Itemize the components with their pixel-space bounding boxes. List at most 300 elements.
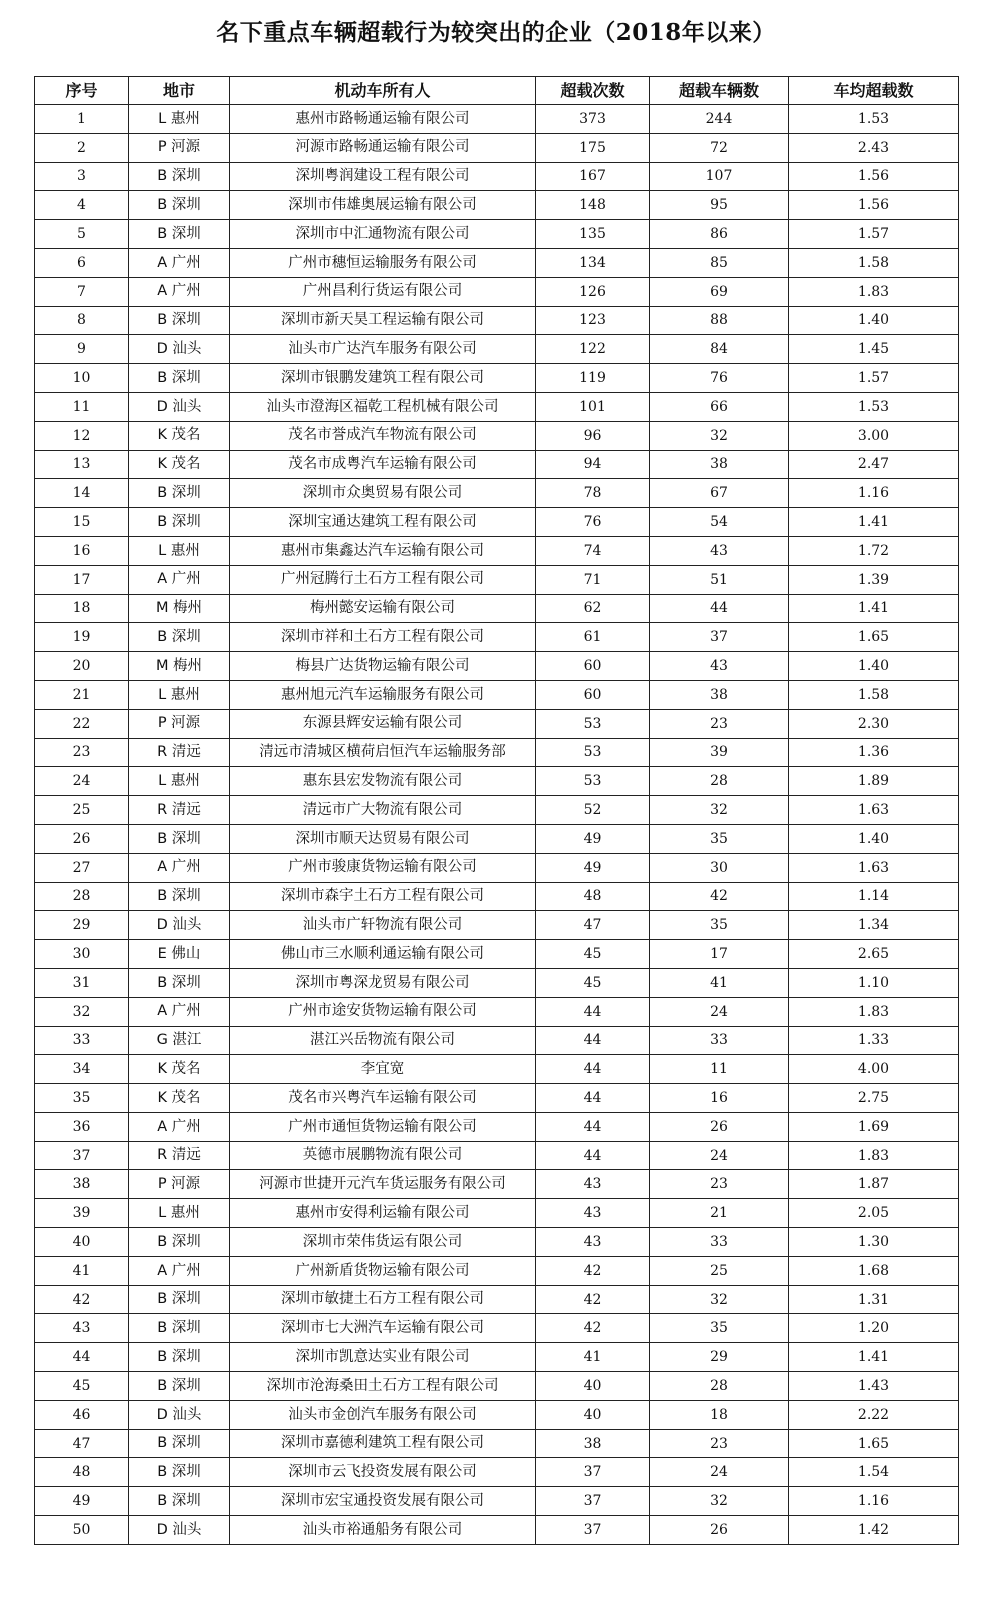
cell-average: 2.30: [789, 709, 959, 738]
cell-index: 28: [35, 882, 129, 911]
cell-owner: 深圳市新天昊工程运输有限公司: [230, 306, 536, 335]
cell-overload-count: 44: [536, 1112, 650, 1141]
cell-city: M 梅州: [129, 594, 230, 623]
cell-index: 5: [35, 220, 129, 249]
cell-overload-count: 44: [536, 1084, 650, 1113]
cell-overload-count: 38: [536, 1429, 650, 1458]
cell-index: 13: [35, 450, 129, 479]
cell-average: 1.83: [789, 997, 959, 1026]
table-row: [35, 796, 959, 825]
cell-vehicle-count: 38: [650, 680, 789, 709]
cell-vehicle-count: 33: [650, 1026, 789, 1055]
cell-city: D 汕头: [129, 1400, 230, 1429]
cell-city: P 河源: [129, 133, 230, 162]
cell-city: B 深圳: [129, 1285, 230, 1314]
cell-index: 12: [35, 421, 129, 450]
cell-city: A 广州: [129, 565, 230, 594]
cell-index: 25: [35, 796, 129, 825]
cell-owner: 广州昌利行货运有限公司: [230, 277, 536, 306]
table-row: [35, 1026, 959, 1055]
cell-owner: 深圳市祥和土石方工程有限公司: [230, 623, 536, 652]
cell-overload-count: 53: [536, 767, 650, 796]
cell-overload-count: 135: [536, 220, 650, 249]
table-row: [35, 364, 959, 393]
cell-city: G 湛江: [129, 1026, 230, 1055]
cell-owner: 梅州懿安运输有限公司: [230, 594, 536, 623]
cell-owner: 广州冠腾行土石方工程有限公司: [230, 565, 536, 594]
cell-owner: 惠州市安得利运输有限公司: [230, 1199, 536, 1228]
cell-owner: 深圳市沧海桑田土石方工程有限公司: [230, 1372, 536, 1401]
page-title: 名下重点车辆超载行为较突出的企业（2018年以来）: [216, 19, 776, 46]
cell-index: 2: [35, 133, 129, 162]
cell-average: 1.31: [789, 1285, 959, 1314]
cell-index: 23: [35, 738, 129, 767]
cell-overload-count: 43: [536, 1199, 650, 1228]
cell-average: 1.30: [789, 1228, 959, 1257]
cell-city: R 清远: [129, 1141, 230, 1170]
header-vehicle-count: 超载车辆数: [650, 77, 789, 105]
table-row: [35, 565, 959, 594]
table-row: [35, 1516, 959, 1545]
cell-owner: 英德市展鹏物流有限公司: [230, 1141, 536, 1170]
cell-index: 6: [35, 248, 129, 277]
cell-index: 10: [35, 364, 129, 393]
cell-vehicle-count: 38: [650, 450, 789, 479]
cell-overload-count: 45: [536, 940, 650, 969]
cell-owner: 深圳市凯意达实业有限公司: [230, 1343, 536, 1372]
cell-average: 4.00: [789, 1055, 959, 1084]
cell-owner: 李宜宽: [230, 1055, 536, 1084]
cell-index: 9: [35, 335, 129, 364]
cell-overload-count: 148: [536, 191, 650, 220]
cell-city: K 茂名: [129, 1084, 230, 1113]
cell-average: 1.34: [789, 911, 959, 940]
cell-average: 1.10: [789, 968, 959, 997]
cell-vehicle-count: 29: [650, 1343, 789, 1372]
cell-vehicle-count: 26: [650, 1516, 789, 1545]
cell-owner: 深圳市众奥贸易有限公司: [230, 479, 536, 508]
cell-index: 41: [35, 1256, 129, 1285]
cell-average: 1.65: [789, 1429, 959, 1458]
cell-average: 2.75: [789, 1084, 959, 1113]
cell-index: 48: [35, 1458, 129, 1487]
cell-vehicle-count: 16: [650, 1084, 789, 1113]
cell-index: 7: [35, 277, 129, 306]
cell-index: 29: [35, 911, 129, 940]
cell-overload-count: 101: [536, 392, 650, 421]
cell-city: B 深圳: [129, 968, 230, 997]
cell-vehicle-count: 88: [650, 306, 789, 335]
cell-overload-count: 44: [536, 1055, 650, 1084]
cell-overload-count: 119: [536, 364, 650, 393]
cell-owner: 惠东县宏发物流有限公司: [230, 767, 536, 796]
cell-index: 33: [35, 1026, 129, 1055]
cell-overload-count: 96: [536, 421, 650, 450]
cell-vehicle-count: 54: [650, 508, 789, 537]
cell-city: B 深圳: [129, 1343, 230, 1372]
cell-vehicle-count: 84: [650, 335, 789, 364]
cell-average: 1.83: [789, 277, 959, 306]
table-row: [35, 1112, 959, 1141]
cell-index: 46: [35, 1400, 129, 1429]
cell-city: A 广州: [129, 248, 230, 277]
cell-overload-count: 40: [536, 1372, 650, 1401]
cell-index: 34: [35, 1055, 129, 1084]
table-row: [35, 1285, 959, 1314]
cell-owner: 清远市广大物流有限公司: [230, 796, 536, 825]
table-row: [35, 997, 959, 1026]
cell-average: 1.45: [789, 335, 959, 364]
cell-city: B 深圳: [129, 306, 230, 335]
table-row: [35, 940, 959, 969]
cell-vehicle-count: 67: [650, 479, 789, 508]
cell-average: 1.40: [789, 824, 959, 853]
cell-city: R 清远: [129, 738, 230, 767]
header-city: 地市: [129, 77, 230, 105]
cell-owner: 清远市清城区横荷启恒汽车运输服务部: [230, 738, 536, 767]
cell-index: 38: [35, 1170, 129, 1199]
cell-average: 1.69: [789, 1112, 959, 1141]
cell-average: 1.39: [789, 565, 959, 594]
cell-overload-count: 62: [536, 594, 650, 623]
cell-owner: 惠州市路畅通运输有限公司: [230, 105, 536, 134]
cell-overload-count: 48: [536, 882, 650, 911]
cell-vehicle-count: 26: [650, 1112, 789, 1141]
cell-city: L 惠州: [129, 680, 230, 709]
cell-vehicle-count: 32: [650, 796, 789, 825]
table-row: [35, 1084, 959, 1113]
table-row: [35, 277, 959, 306]
cell-vehicle-count: 51: [650, 565, 789, 594]
cell-overload-count: 44: [536, 1026, 650, 1055]
cell-owner: 深圳市云飞投资发展有限公司: [230, 1458, 536, 1487]
cell-index: 16: [35, 536, 129, 565]
cell-owner: 惠州旭元汽车运输服务有限公司: [230, 680, 536, 709]
cell-vehicle-count: 85: [650, 248, 789, 277]
cell-average: 1.58: [789, 680, 959, 709]
cell-city: K 茂名: [129, 1055, 230, 1084]
cell-overload-count: 126: [536, 277, 650, 306]
table-row: [35, 1429, 959, 1458]
cell-overload-count: 37: [536, 1516, 650, 1545]
cell-vehicle-count: 43: [650, 652, 789, 681]
table-row: [35, 824, 959, 853]
table-row: [35, 133, 959, 162]
cell-index: 14: [35, 479, 129, 508]
cell-owner: 深圳市中汇通物流有限公司: [230, 220, 536, 249]
cell-average: 2.05: [789, 1199, 959, 1228]
cell-city: L 惠州: [129, 105, 230, 134]
cell-city: K 茂名: [129, 421, 230, 450]
cell-overload-count: 123: [536, 306, 650, 335]
cell-owner: 东源县辉安运输有限公司: [230, 709, 536, 738]
cell-vehicle-count: 41: [650, 968, 789, 997]
cell-vehicle-count: 39: [650, 738, 789, 767]
cell-vehicle-count: 11: [650, 1055, 789, 1084]
cell-average: 2.43: [789, 133, 959, 162]
cell-index: 37: [35, 1141, 129, 1170]
cell-owner: 茂名市誉成汽车物流有限公司: [230, 421, 536, 450]
cell-average: 1.57: [789, 220, 959, 249]
cell-city: A 广州: [129, 1256, 230, 1285]
cell-vehicle-count: 24: [650, 1141, 789, 1170]
cell-overload-count: 37: [536, 1458, 650, 1487]
cell-city: B 深圳: [129, 364, 230, 393]
cell-average: 1.14: [789, 882, 959, 911]
cell-average: 1.63: [789, 796, 959, 825]
cell-owner: 深圳市粤深龙贸易有限公司: [230, 968, 536, 997]
table-row: [35, 1199, 959, 1228]
cell-city: B 深圳: [129, 508, 230, 537]
cell-owner: 汕头市广轩物流有限公司: [230, 911, 536, 940]
cell-vehicle-count: 24: [650, 997, 789, 1026]
cell-average: 1.16: [789, 479, 959, 508]
cell-index: 31: [35, 968, 129, 997]
cell-overload-count: 47: [536, 911, 650, 940]
table-row: [35, 594, 959, 623]
cell-owner: 河源市世捷开元汽车货运服务有限公司: [230, 1170, 536, 1199]
cell-average: 1.41: [789, 1343, 959, 1372]
cell-vehicle-count: 35: [650, 911, 789, 940]
cell-city: L 惠州: [129, 767, 230, 796]
cell-owner: 深圳市森宇土石方工程有限公司: [230, 882, 536, 911]
cell-index: 24: [35, 767, 129, 796]
cell-owner: 茂名市成粤汽车运输有限公司: [230, 450, 536, 479]
cell-overload-count: 43: [536, 1228, 650, 1257]
cell-average: 1.89: [789, 767, 959, 796]
cell-vehicle-count: 86: [650, 220, 789, 249]
cell-owner: 深圳市荣伟货运有限公司: [230, 1228, 536, 1257]
cell-owner: 惠州市集鑫达汽车运输有限公司: [230, 536, 536, 565]
table-row: [35, 248, 959, 277]
cell-average: 1.20: [789, 1314, 959, 1343]
cell-vehicle-count: 21: [650, 1199, 789, 1228]
cell-average: 1.41: [789, 594, 959, 623]
cell-city: M 梅州: [129, 652, 230, 681]
cell-owner: 深圳市敏捷土石方工程有限公司: [230, 1285, 536, 1314]
cell-vehicle-count: 42: [650, 882, 789, 911]
cell-overload-count: 60: [536, 680, 650, 709]
cell-vehicle-count: 37: [650, 623, 789, 652]
cell-index: 47: [35, 1429, 129, 1458]
cell-overload-count: 373: [536, 105, 650, 134]
cell-average: 1.41: [789, 508, 959, 537]
cell-city: A 广州: [129, 997, 230, 1026]
table-row: [35, 680, 959, 709]
cell-city: B 深圳: [129, 1458, 230, 1487]
cell-city: K 茂名: [129, 450, 230, 479]
cell-city: B 深圳: [129, 1429, 230, 1458]
cell-owner: 河源市路畅通运输有限公司: [230, 133, 536, 162]
cell-vehicle-count: 23: [650, 709, 789, 738]
cell-vehicle-count: 32: [650, 1285, 789, 1314]
cell-overload-count: 42: [536, 1314, 650, 1343]
cell-average: 1.53: [789, 392, 959, 421]
cell-overload-count: 61: [536, 623, 650, 652]
cell-vehicle-count: 28: [650, 767, 789, 796]
cell-average: 2.22: [789, 1400, 959, 1429]
cell-city: B 深圳: [129, 479, 230, 508]
cell-average: 1.56: [789, 162, 959, 191]
table-row: [35, 911, 959, 940]
cell-owner: 佛山市三水顺利通运输有限公司: [230, 940, 536, 969]
cell-average: 1.40: [789, 652, 959, 681]
cell-overload-count: 134: [536, 248, 650, 277]
cell-owner: 深圳市银鹏发建筑工程有限公司: [230, 364, 536, 393]
cell-index: 11: [35, 392, 129, 421]
cell-city: E 佛山: [129, 940, 230, 969]
cell-overload-count: 94: [536, 450, 650, 479]
cell-overload-count: 42: [536, 1285, 650, 1314]
overload-enterprise-table: [34, 76, 959, 1545]
header-overload-count: 超载次数: [536, 77, 650, 105]
cell-vehicle-count: 23: [650, 1429, 789, 1458]
cell-city: B 深圳: [129, 1314, 230, 1343]
cell-index: 50: [35, 1516, 129, 1545]
cell-average: 1.65: [789, 623, 959, 652]
cell-index: 44: [35, 1343, 129, 1372]
cell-average: 1.33: [789, 1026, 959, 1055]
cell-index: 49: [35, 1487, 129, 1516]
cell-vehicle-count: 24: [650, 1458, 789, 1487]
cell-average: 1.16: [789, 1487, 959, 1516]
cell-index: 43: [35, 1314, 129, 1343]
cell-city: L 惠州: [129, 536, 230, 565]
cell-overload-count: 43: [536, 1170, 650, 1199]
cell-average: 1.56: [789, 191, 959, 220]
cell-vehicle-count: 95: [650, 191, 789, 220]
cell-index: 32: [35, 997, 129, 1026]
cell-index: 8: [35, 306, 129, 335]
cell-owner: 梅县广达货物运输有限公司: [230, 652, 536, 681]
table-row: [35, 536, 959, 565]
cell-owner: 深圳市伟雄奥展运输有限公司: [230, 191, 536, 220]
cell-vehicle-count: 35: [650, 1314, 789, 1343]
cell-overload-count: 45: [536, 968, 650, 997]
header-index: 序号: [35, 77, 129, 105]
cell-owner: 深圳市宏宝通投资发展有限公司: [230, 1487, 536, 1516]
table-row: [35, 162, 959, 191]
cell-vehicle-count: 72: [650, 133, 789, 162]
cell-overload-count: 37: [536, 1487, 650, 1516]
cell-average: 1.63: [789, 853, 959, 882]
table-row: [35, 738, 959, 767]
cell-index: 19: [35, 623, 129, 652]
table-row: [35, 1141, 959, 1170]
cell-index: 27: [35, 853, 129, 882]
cell-vehicle-count: 33: [650, 1228, 789, 1257]
cell-vehicle-count: 17: [650, 940, 789, 969]
cell-overload-count: 60: [536, 652, 650, 681]
cell-average: 1.43: [789, 1372, 959, 1401]
table-row: [35, 105, 959, 134]
table-row: [35, 421, 959, 450]
cell-average: 1.57: [789, 364, 959, 393]
cell-vehicle-count: 32: [650, 1487, 789, 1516]
cell-average: 1.54: [789, 1458, 959, 1487]
cell-city: D 汕头: [129, 1516, 230, 1545]
table-row: [35, 1400, 959, 1429]
table-row: [35, 508, 959, 537]
cell-overload-count: 49: [536, 853, 650, 882]
cell-index: 35: [35, 1084, 129, 1113]
cell-owner: 深圳市顺天达贸易有限公司: [230, 824, 536, 853]
cell-city: B 深圳: [129, 1372, 230, 1401]
cell-city: A 广州: [129, 277, 230, 306]
cell-city: P 河源: [129, 709, 230, 738]
cell-overload-count: 44: [536, 1141, 650, 1170]
cell-index: 30: [35, 940, 129, 969]
cell-overload-count: 44: [536, 997, 650, 1026]
cell-vehicle-count: 30: [650, 853, 789, 882]
table-row: [35, 306, 959, 335]
table-row: [35, 1372, 959, 1401]
cell-city: B 深圳: [129, 1487, 230, 1516]
cell-index: 3: [35, 162, 129, 191]
table-row: [35, 709, 959, 738]
table-header-row: [35, 77, 959, 105]
cell-city: D 汕头: [129, 392, 230, 421]
table-row: [35, 1170, 959, 1199]
cell-overload-count: 74: [536, 536, 650, 565]
cell-overload-count: 167: [536, 162, 650, 191]
cell-city: D 汕头: [129, 911, 230, 940]
table-row: [35, 853, 959, 882]
table-row: [35, 968, 959, 997]
cell-city: B 深圳: [129, 1228, 230, 1257]
cell-city: B 深圳: [129, 623, 230, 652]
cell-owner: 深圳市嘉德利建筑工程有限公司: [230, 1429, 536, 1458]
cell-owner: 深圳市七大洲汽车运输有限公司: [230, 1314, 536, 1343]
cell-index: 45: [35, 1372, 129, 1401]
cell-city: B 深圳: [129, 191, 230, 220]
cell-vehicle-count: 43: [650, 536, 789, 565]
cell-vehicle-count: 76: [650, 364, 789, 393]
cell-owner: 广州市骏康货物运输有限公司: [230, 853, 536, 882]
table-row: [35, 479, 959, 508]
cell-owner: 汕头市金创汽车服务有限公司: [230, 1400, 536, 1429]
cell-index: 36: [35, 1112, 129, 1141]
table-row: [35, 1487, 959, 1516]
cell-index: 26: [35, 824, 129, 853]
table-body: [35, 105, 959, 1545]
cell-index: 42: [35, 1285, 129, 1314]
cell-average: 1.68: [789, 1256, 959, 1285]
cell-owner: 汕头市裕通船务有限公司: [230, 1516, 536, 1545]
cell-overload-count: 71: [536, 565, 650, 594]
cell-owner: 深圳粤润建设工程有限公司: [230, 162, 536, 191]
table-row: [35, 652, 959, 681]
cell-overload-count: 52: [536, 796, 650, 825]
cell-vehicle-count: 35: [650, 824, 789, 853]
table-row: [35, 1256, 959, 1285]
cell-city: B 深圳: [129, 882, 230, 911]
table-row: [35, 1314, 959, 1343]
cell-city: B 深圳: [129, 220, 230, 249]
header-average: 车均超载数: [789, 77, 959, 105]
cell-average: 1.58: [789, 248, 959, 277]
cell-average: 1.36: [789, 738, 959, 767]
cell-average: 1.87: [789, 1170, 959, 1199]
cell-overload-count: 78: [536, 479, 650, 508]
table-row: [35, 1458, 959, 1487]
cell-owner: 深圳宝通达建筑工程有限公司: [230, 508, 536, 537]
cell-city: D 汕头: [129, 335, 230, 364]
cell-average: 1.40: [789, 306, 959, 335]
cell-average: 1.83: [789, 1141, 959, 1170]
cell-city: B 深圳: [129, 824, 230, 853]
table-row: [35, 335, 959, 364]
